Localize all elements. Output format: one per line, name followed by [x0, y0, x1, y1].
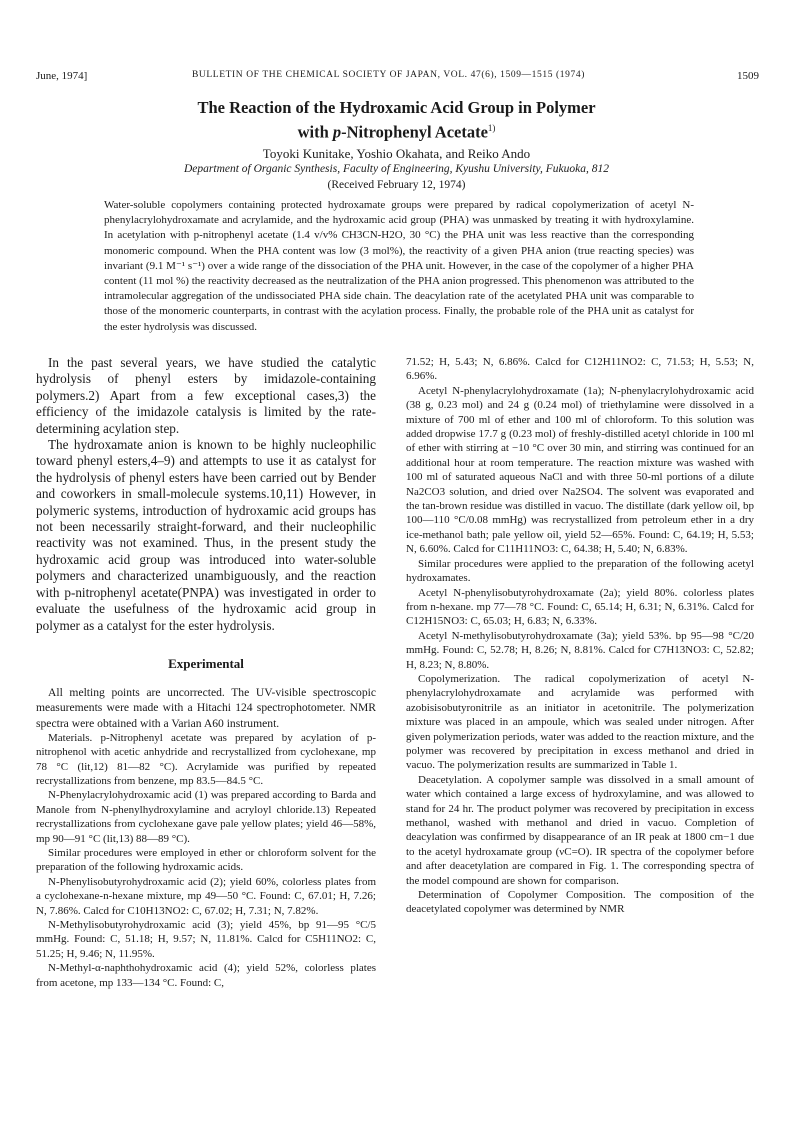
right-column [406, 355, 754, 917]
received-date: (Received February 12, 1974) [327, 179, 466, 191]
body-paragraph: Materials. p-Nitrophenyl acetate was prepared by acylation of p-nitrophenol with acetic anhydride and recrystallized from cyclohexane, mp 78 °C (lit,12) 81—82 °C). Acrylamide was purified by repeated recrystallizations from benzene, mp 83.5—84.5 °C. [36, 731, 376, 787]
header-date: June, 1974] [36, 70, 88, 82]
header-journal-citation: BULLETIN OF THE CHEMICAL SOCIETY OF JAPAN, VOL. 47(6), 1509—1515 (1974) [192, 70, 585, 80]
body-paragraph: Acetyl N-methylisobutyrohydroxamate (3a); yield 53%. bp 95—98 °C/20 mmHg. Found: C, 52.78; H, 8.26; N, 8.81%. Calcd for C7H13NO3: C, 52.82; H, 8.23; N, 8.80%. [406, 629, 754, 671]
intro-paragraph: The hydroxamate anion is known to be highly nucleophilic toward phenyl esters,4–9) and attempts to use it as catalyst for the hydrolysis of phenyl esters have been carried out by Bender and coworkers in small-molecule systems.10,11) However, in polymeric systems, introduction of hydroxamic acid groups has not been necessarily straight-forward, and their nucleophilic reactivity was not examined. Thus, in the present study the hydroxamic acid group was introduced into water-soluble polymers and characterized unambiguously, and the reaction with p-nitrophenyl acetate(PNPA) was investigated in order to evaluate the usefulness of the hydroxamic acid group in polymer as a catalyst for the ester hydrolysis. [36, 437, 376, 633]
body-paragraph: N-Methyl-α-naphthohydroxamic acid (4); yield 52%, colorless plates from acetone, mp 133—134 °C. Found: C, [36, 962, 376, 989]
article-title [40, 98, 753, 143]
body-paragraph: All melting points are uncorrected. The UV-visible spectroscopic measurements were made with a Hitachi 124 spectrophotometer. NMR spectra were obtained with a Varian A60 instrument. [36, 686, 376, 730]
body-paragraph: N-Phenylacrylohydroxamic acid (1) was prepared according to Barda and Manole from N-phenylhydroxylamine and acryloyl chloride.13) Repeated recrystallizations from cyclohexane gave pale yellow plates; yield 46—58%, mp 90—91 °C (lit,13) 88—89 °C). [36, 789, 376, 845]
body-paragraph: Deacetylation. A copolymer sample was dissolved in a small amount of water which contained a large excess of hydroxylamine, and was allowed to stand for 24 hr. The product polymer was recovered by precipitation in excess methanol, washed with methanol and dried in vacuo. Completion of deacylation was confirmed by disappearance of an IR peak at 1800 cm−1 due to the acetyl hydroxamate group (νC=O). IR spectra of the copolymer before and after deacetylation are compared in Fig. 1. The corresponding spectra of the model compound are shown for comparison. [406, 773, 754, 887]
title-line-2: with p-Nitrophenyl Acetate$^{1)}$ [297, 122, 496, 142]
title-line-1: The Reaction of the Hydroxamic Acid Group in Polymer [197, 98, 596, 117]
intro-paragraph: In the past several years, we have studied the catalytic hydrolysis of phenyl esters by imidazole-containing polymers.2) Apart from a few exceptional cases,3) the efficiency of the imidazole catalysis is limited by the rate-determining acylation step. [36, 355, 376, 436]
body-paragraph: Copolymerization. The radical copolymerization of acetyl N-phenylacrylohydroxamate and acrylamide was performed with azobisisobutyronitrile as an initiator in acetonitrile. The polymerization mixture was placed in an ampoule, which was sealed under nitrogen. After given polymerization periods, water was added to the reaction mixture, and the polymer was recovered by precipitation in excess methanol and dried in vacuo. The polymerization results are summarized in Table 1. [406, 672, 754, 772]
body-paragraph: Determination of Copolymer Composition. The composition of the deacetylated copolymer was determined by NMR [406, 889, 754, 916]
body-paragraph: N-Phenylisobutyrohydroxamic acid (2); yield 60%, colorless plates from a cyclohexane-n-hexane mixture, mp 49—50 °C. Found: C, 67.01; H, 7.26; N, 7.86%. Calcd for C10H13NO2: C, 67.02; H, 7.31; N, 7.82%. [36, 875, 376, 917]
body-paragraph: Similar procedures were employed in ether or chloroform solvent for the preparation of the following hydroxamic acids. [36, 846, 376, 874]
body-paragraph: Acetyl N-phenylisobutyrohydroxamate (2a); yield 80%. colorless plates from n-hexane. mp 77—78 °C. Found: C, 65.14; H, 6.31; N, 6.31%. Calcd for C12H15NO3: C, 65.03; H, 6.83; N, 6.33%. [406, 586, 754, 628]
section-heading-experimental: Experimental [168, 655, 244, 671]
body-paragraph: N-Methylisobutyrohydroxamic acid (3); yield 45%, bp 91—95 °C/5 mmHg. Found: C, 51.18; H, 9.57; N, 11.81%. Calcd for C5H11NO2: C, 51.25; H, 9.46; N, 11.95%. [36, 919, 376, 960]
body-paragraph: 71.52; H, 5.43; N, 6.86%. Calcd for C12H11NO2: C, 71.53; H, 5.53; N, 6.96%. [406, 356, 754, 383]
left-column [36, 355, 376, 990]
body-paragraph: Acetyl N-phenylacrylohydroxamate (1a); N-phenylacrylohydroxamic acid (38 g, 0.23 mol) and 24 g (0.24 mol) of triethylamine were dissolved in a mixture of 700 ml of ether and 100 ml of chloroform. To this solution was added dropwise 17.7 g (0.23 mol) of freshly-distilled acetyl chloride in 100 ml of ether with stirring at −10 °C over 30 min, and stirring was continued for an additional hour at room temperature. The reaction mixture was washed with 100 ml of saturated aqueous NaCl and with three 50-ml portions of a dilute Na2CO3 solution, and dried over Na2SO4. The solvent was evaporated and the tan-brown residue was distilled in vacuo. The distillate (dark yellow oil, bp 100—110 °C/0.08 mmHg) was recrystallized from petroleum ether in a dry ice-methanol bath; pale yellow oil, yield 52—65%. Found: C, 64.19; H, 5.53; N, 6.60%. Calcd for C11H11NO3: C, 64.38; H, 5.40; N, 6.83%. [406, 384, 754, 556]
abstract: Water-soluble copolymers containing protected hydroxamate groups were prepared by radical copolymerization of acetyl N-phenylacrylohydroxamate and acrylamide, and the hydroxamic acid group (PHA) was unmasked by treating it with hydroxylamine. In acetylation with p-nitrophenyl acetate (1.4 v/v% CH3CN-H2O, 30 °C) the PHA unit was less reactive than the corresponding monomeric compound. When the PHA content was low (3 mol%), the reactivity of a given PHA anion (true reacting species) was invariant (9.1 M⁻¹ s⁻¹) over a wide range of the dissociation of the PHA unit. However, in the case of the copolymer of a higher PHA content (11 mol %) the reactivity decreased as the neutralization of the PHA anion progressed. This phenomenon was attributed to the intramolecular aggregation of the undissociated PHA side chain. The deacylation rate of the acetylated PHA unit was comparable to those of the monomeric counterparts, in contrast with the acylation process. Finally, the probable role of the PHA unit as catalyst for the ester hydrolysis was discussed. [104, 199, 694, 333]
header-page-number: 1509 [737, 70, 759, 82]
author-affiliation: Department of Organic Synthesis, Faculty of Engineering, Kyushu University, Fukuoka, 812 [183, 163, 609, 175]
author-list: Toyoki Kunitake, Yoshio Okahata, and Reiko Ando [262, 146, 531, 161]
body-paragraph: Similar procedures were applied to the preparation of the following acetyl hydroxamates. [406, 557, 754, 585]
